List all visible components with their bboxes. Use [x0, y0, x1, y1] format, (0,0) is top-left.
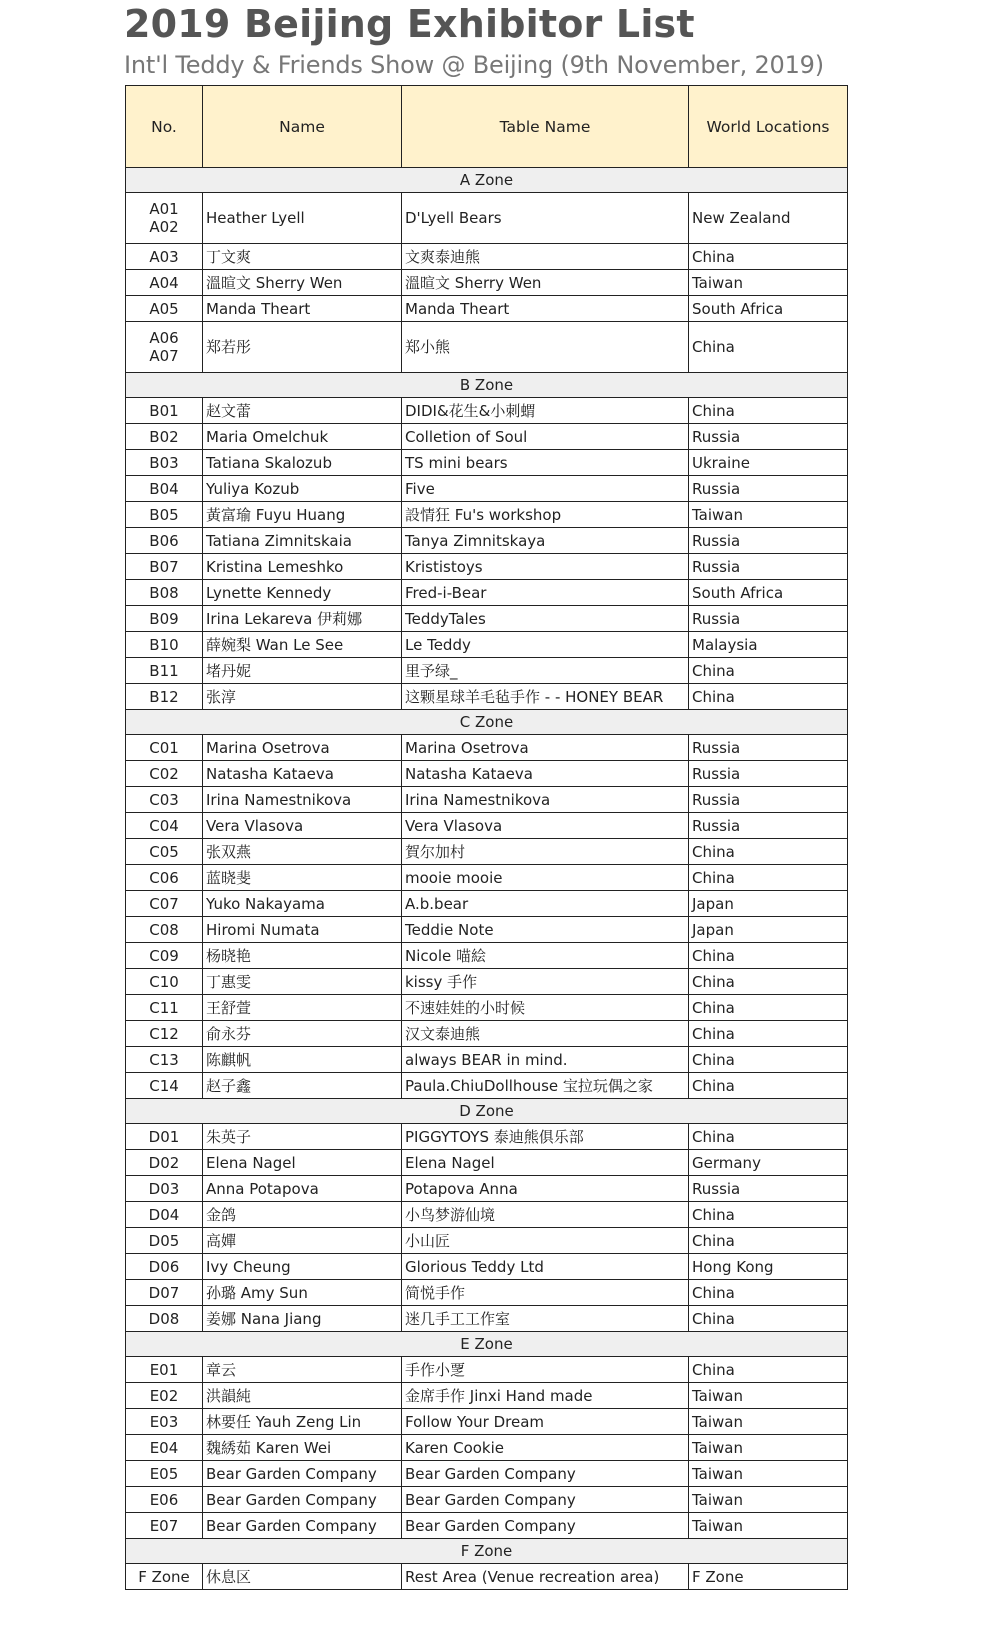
table-name: Rest Area (Venue recreation area)	[402, 1564, 689, 1590]
world-location: China	[689, 1021, 848, 1047]
world-location: China	[689, 1202, 848, 1228]
exhibitor-name: Tatiana Zimnitskaia	[203, 528, 402, 554]
table-name: Five	[402, 476, 689, 502]
booth-number-item: A06	[149, 329, 179, 347]
world-location: Taiwan	[689, 1461, 848, 1487]
table-name: Tanya Zimnitskaya	[402, 528, 689, 554]
table-row	[126, 554, 848, 580]
exhibitor-table	[125, 85, 848, 1590]
table-row	[126, 424, 848, 450]
booth-number: B06	[126, 528, 203, 554]
table-name: 設情狂 Fu's workshop	[402, 502, 689, 528]
booth-number: C01	[126, 735, 203, 761]
exhibitor-name: 姜娜 Nana Jiang	[203, 1306, 402, 1332]
booth-number: B04	[126, 476, 203, 502]
table-row	[126, 1124, 848, 1150]
exhibitor-name: Anna Potapova	[203, 1176, 402, 1202]
world-location: Russia	[689, 424, 848, 450]
booth-number	[126, 193, 203, 244]
exhibitor-name: 丁文爽	[203, 244, 402, 270]
table-row	[126, 476, 848, 502]
world-location: South Africa	[689, 296, 848, 322]
booth-number: C14	[126, 1073, 203, 1099]
zone-label: C Zone	[126, 710, 848, 735]
booth-number: B07	[126, 554, 203, 580]
world-location: China	[689, 658, 848, 684]
booth-number: B05	[126, 502, 203, 528]
booth-number: E07	[126, 1513, 203, 1539]
world-location: Russia	[689, 606, 848, 632]
header-table-name: Table Name	[402, 86, 689, 168]
world-location: China	[689, 839, 848, 865]
zone-label: B Zone	[126, 373, 848, 398]
booth-number: C04	[126, 813, 203, 839]
world-location: China	[689, 684, 848, 710]
table-row	[126, 1306, 848, 1332]
booth-number: A03	[126, 244, 203, 270]
booth-number: E05	[126, 1461, 203, 1487]
table-name: 手作小覂	[402, 1357, 689, 1383]
table-name: Fred-i-Bear	[402, 580, 689, 606]
exhibitor-name: Elena Nagel	[203, 1150, 402, 1176]
exhibitor-name: 俞永芬	[203, 1021, 402, 1047]
table-header-row	[126, 86, 848, 168]
table-row	[126, 1357, 848, 1383]
world-location: China	[689, 943, 848, 969]
table-row	[126, 322, 848, 373]
booth-number: B01	[126, 398, 203, 424]
table-row	[126, 632, 848, 658]
exhibitor-name: Yuko Nakayama	[203, 891, 402, 917]
table-row	[126, 270, 848, 296]
exhibitor-name: 黃富瑜 Fuyu Huang	[203, 502, 402, 528]
world-location: Russia	[689, 787, 848, 813]
table-row	[126, 995, 848, 1021]
header-name: Name	[203, 86, 402, 168]
booth-number: E06	[126, 1487, 203, 1513]
table-name: 这颗星球羊毛毡手作 - - HONEY BEAR	[402, 684, 689, 710]
exhibitor-name: Irina Lekareva 伊莉娜	[203, 606, 402, 632]
booth-number: D01	[126, 1124, 203, 1150]
exhibitor-name: 魏綉茹 Karen Wei	[203, 1435, 402, 1461]
world-location: China	[689, 1228, 848, 1254]
exhibitor-name: Manda Theart	[203, 296, 402, 322]
table-row	[126, 917, 848, 943]
booth-number-item: A07	[149, 347, 179, 365]
booth-number: B03	[126, 450, 203, 476]
world-location: China	[689, 1280, 848, 1306]
table-row	[126, 684, 848, 710]
booth-number: E02	[126, 1383, 203, 1409]
exhibitor-name: 薛婉梨 Wan Le See	[203, 632, 402, 658]
exhibitor-name: Maria Omelchuk	[203, 424, 402, 450]
table-name: Le Teddy	[402, 632, 689, 658]
table-row	[126, 891, 848, 917]
table-name: Irina Namestnikova	[402, 787, 689, 813]
world-location: Russia	[689, 735, 848, 761]
table-row	[126, 1461, 848, 1487]
world-location: F Zone	[689, 1564, 848, 1590]
table-name: 不速娃娃的小时候	[402, 995, 689, 1021]
table-row	[126, 1487, 848, 1513]
booth-number	[126, 322, 203, 373]
world-location: China	[689, 1124, 848, 1150]
table-name: Nicole 喵絵	[402, 943, 689, 969]
exhibitor-name: 章云	[203, 1357, 402, 1383]
exhibitor-name: 王舒萱	[203, 995, 402, 1021]
table-row	[126, 1513, 848, 1539]
exhibitor-name: 金鸽	[203, 1202, 402, 1228]
exhibitor-name: 赵文蕾	[203, 398, 402, 424]
booth-number: C12	[126, 1021, 203, 1047]
exhibitor-name: Heather Lyell	[203, 193, 402, 244]
world-location: Taiwan	[689, 1513, 848, 1539]
world-location: China	[689, 969, 848, 995]
table-body	[126, 168, 848, 1590]
exhibitor-name: Bear Garden Company	[203, 1461, 402, 1487]
booth-number: C06	[126, 865, 203, 891]
table-name: 汉文泰迪熊	[402, 1021, 689, 1047]
table-name: always BEAR in mind.	[402, 1047, 689, 1073]
table-row	[126, 787, 848, 813]
table-name: 文爽泰迪熊	[402, 244, 689, 270]
booth-number: A04	[126, 270, 203, 296]
table-row	[126, 1564, 848, 1590]
world-location: Taiwan	[689, 1409, 848, 1435]
table-row	[126, 580, 848, 606]
world-location: Taiwan	[689, 270, 848, 296]
exhibitor-name: Lynette Kennedy	[203, 580, 402, 606]
table-row	[126, 865, 848, 891]
table-name: Manda Theart	[402, 296, 689, 322]
world-location: China	[689, 865, 848, 891]
world-location: Russia	[689, 476, 848, 502]
booth-number: E01	[126, 1357, 203, 1383]
table-row	[126, 1202, 848, 1228]
zone-header-row	[126, 1332, 848, 1357]
world-location: China	[689, 1306, 848, 1332]
world-location: New Zealand	[689, 193, 848, 244]
zone-header-row	[126, 168, 848, 193]
booth-number: D06	[126, 1254, 203, 1280]
exhibitor-name: 洪韻純	[203, 1383, 402, 1409]
world-location: Japan	[689, 917, 848, 943]
page-subtitle: Int'l Teddy & Friends Show @ Beijing (9th November, 2019)	[124, 51, 824, 79]
table-row	[126, 1280, 848, 1306]
table-row	[126, 1254, 848, 1280]
booth-number: D04	[126, 1202, 203, 1228]
table-name: Follow Your Dream	[402, 1409, 689, 1435]
header-world-locations: World Locations	[689, 86, 848, 168]
world-location: Russia	[689, 761, 848, 787]
table-row	[126, 1409, 848, 1435]
table-name: PIGGYTOYS 泰迪熊俱乐部	[402, 1124, 689, 1150]
booth-number: C07	[126, 891, 203, 917]
table-row	[126, 1047, 848, 1073]
world-location: Russia	[689, 1176, 848, 1202]
world-location: Germany	[689, 1150, 848, 1176]
table-name: D'Lyell Bears	[402, 193, 689, 244]
table-name: DIDI&花生&小刺蝟	[402, 398, 689, 424]
table-row	[126, 450, 848, 476]
booth-number-item: A01	[149, 200, 179, 218]
exhibitor-name: 张淳	[203, 684, 402, 710]
booth-number: A05	[126, 296, 203, 322]
table-row	[126, 296, 848, 322]
booth-number: B10	[126, 632, 203, 658]
exhibitor-name: Tatiana Skalozub	[203, 450, 402, 476]
table-row	[126, 658, 848, 684]
table-name: Karen Cookie	[402, 1435, 689, 1461]
table-name: 小山匠	[402, 1228, 689, 1254]
booth-number: C09	[126, 943, 203, 969]
booth-number: B08	[126, 580, 203, 606]
table-row	[126, 813, 848, 839]
table-row	[126, 1021, 848, 1047]
table-name: 賀尔加村	[402, 839, 689, 865]
world-location: China	[689, 322, 848, 373]
exhibitor-name: 蓝晓斐	[203, 865, 402, 891]
table-row	[126, 1150, 848, 1176]
exhibitor-name: Vera Vlasova	[203, 813, 402, 839]
exhibitor-name: 高嬋	[203, 1228, 402, 1254]
zone-header-row	[126, 1539, 848, 1564]
table-name: kissy 手作	[402, 969, 689, 995]
booth-number: E03	[126, 1409, 203, 1435]
world-location: Russia	[689, 813, 848, 839]
booth-number: F Zone	[126, 1564, 203, 1590]
world-location: Taiwan	[689, 502, 848, 528]
booth-number: C10	[126, 969, 203, 995]
exhibitor-name: 休息区	[203, 1564, 402, 1590]
booth-number: C05	[126, 839, 203, 865]
booth-number: D07	[126, 1280, 203, 1306]
table-row	[126, 244, 848, 270]
world-location: China	[689, 1047, 848, 1073]
table-row	[126, 943, 848, 969]
table-row	[126, 1073, 848, 1099]
booth-number: C08	[126, 917, 203, 943]
table-row	[126, 761, 848, 787]
table-name: 小鸟梦游仙境	[402, 1202, 689, 1228]
exhibitor-name: 赵子鑫	[203, 1073, 402, 1099]
table-name: Bear Garden Company	[402, 1461, 689, 1487]
zone-header-row	[126, 710, 848, 735]
exhibitor-name: Hiromi Numata	[203, 917, 402, 943]
zone-label: A Zone	[126, 168, 848, 193]
booth-number: B11	[126, 658, 203, 684]
table-name: Paula.ChiuDollhouse 宝拉玩偶之家	[402, 1073, 689, 1099]
exhibitor-name: Natasha Kataeva	[203, 761, 402, 787]
world-location: China	[689, 1073, 848, 1099]
booth-number: C11	[126, 995, 203, 1021]
exhibitor-name: 杨晓艳	[203, 943, 402, 969]
exhibitor-name: Ivy Cheung	[203, 1254, 402, 1280]
exhibitor-name: 堵丹妮	[203, 658, 402, 684]
table-row	[126, 1435, 848, 1461]
table-name: Vera Vlasova	[402, 813, 689, 839]
table-name: Elena Nagel	[402, 1150, 689, 1176]
table-name: mooie mooie	[402, 865, 689, 891]
world-location: South Africa	[689, 580, 848, 606]
table-name: 迷几手工工作室	[402, 1306, 689, 1332]
header-no: No.	[126, 86, 203, 168]
exhibitor-name: Irina Namestnikova	[203, 787, 402, 813]
world-location: Japan	[689, 891, 848, 917]
zone-label: E Zone	[126, 1332, 848, 1357]
exhibitor-name: Bear Garden Company	[203, 1513, 402, 1539]
world-location: China	[689, 244, 848, 270]
exhibitor-name: 郑若彤	[203, 322, 402, 373]
booth-number: E04	[126, 1435, 203, 1461]
booth-number: B12	[126, 684, 203, 710]
table-row	[126, 606, 848, 632]
booth-number: C03	[126, 787, 203, 813]
exhibitor-name: Bear Garden Company	[203, 1487, 402, 1513]
exhibitor-name: Kristina Lemeshko	[203, 554, 402, 580]
table-name: Bear Garden Company	[402, 1513, 689, 1539]
table-name: 金席手作 Jinxi Hand made	[402, 1383, 689, 1409]
table-name: TS mini bears	[402, 450, 689, 476]
exhibitor-name: Yuliya Kozub	[203, 476, 402, 502]
table-name: Krististoys	[402, 554, 689, 580]
exhibitor-name: 陈麒帆	[203, 1047, 402, 1073]
table-name: A.b.bear	[402, 891, 689, 917]
exhibitor-name: 孙璐 Amy Sun	[203, 1280, 402, 1306]
booth-number: D02	[126, 1150, 203, 1176]
booth-number: B09	[126, 606, 203, 632]
exhibitor-name: 丁惠雯	[203, 969, 402, 995]
table-name: Bear Garden Company	[402, 1487, 689, 1513]
table-row	[126, 528, 848, 554]
booth-number-item: A02	[149, 218, 179, 236]
world-location: China	[689, 398, 848, 424]
exhibitor-name: 林要任 Yauh Zeng Lin	[203, 1409, 402, 1435]
world-location: Russia	[689, 554, 848, 580]
table-name: Teddie Note	[402, 917, 689, 943]
world-location: Taiwan	[689, 1435, 848, 1461]
table-name: 里予绿_	[402, 658, 689, 684]
table-row	[126, 398, 848, 424]
table-row	[126, 1176, 848, 1202]
world-location: Malaysia	[689, 632, 848, 658]
world-location: China	[689, 995, 848, 1021]
page-title: 2019 Beijing Exhibitor List	[124, 2, 695, 46]
table-name: Glorious Teddy Ltd	[402, 1254, 689, 1280]
table-name: Colletion of Soul	[402, 424, 689, 450]
zone-label: F Zone	[126, 1539, 848, 1564]
world-location: Russia	[689, 528, 848, 554]
world-location: Ukraine	[689, 450, 848, 476]
table-name: Marina Osetrova	[402, 735, 689, 761]
world-location: Taiwan	[689, 1383, 848, 1409]
booth-number: C13	[126, 1047, 203, 1073]
table-name: 郑小熊	[402, 322, 689, 373]
exhibitor-name: 溫暄文 Sherry Wen	[203, 270, 402, 296]
table-name: 简悦手作	[402, 1280, 689, 1306]
table-row	[126, 1383, 848, 1409]
world-location: China	[689, 1357, 848, 1383]
booth-number: B02	[126, 424, 203, 450]
table-name: Natasha Kataeva	[402, 761, 689, 787]
table-row	[126, 735, 848, 761]
zone-header-row	[126, 373, 848, 398]
booth-number: C02	[126, 761, 203, 787]
booth-number: D05	[126, 1228, 203, 1254]
exhibitor-name: 朱英子	[203, 1124, 402, 1150]
table-row	[126, 969, 848, 995]
world-location: Taiwan	[689, 1487, 848, 1513]
world-location: Hong Kong	[689, 1254, 848, 1280]
table-row	[126, 1228, 848, 1254]
zone-header-row	[126, 1099, 848, 1124]
table-name: TeddyTales	[402, 606, 689, 632]
table-name: 溫暄文 Sherry Wen	[402, 270, 689, 296]
table-row	[126, 502, 848, 528]
table-row	[126, 839, 848, 865]
booth-number: D08	[126, 1306, 203, 1332]
zone-label: D Zone	[126, 1099, 848, 1124]
table-row	[126, 193, 848, 244]
table-name: Potapova Anna	[402, 1176, 689, 1202]
exhibitor-name: Marina Osetrova	[203, 735, 402, 761]
exhibitor-name: 张双燕	[203, 839, 402, 865]
booth-number: D03	[126, 1176, 203, 1202]
